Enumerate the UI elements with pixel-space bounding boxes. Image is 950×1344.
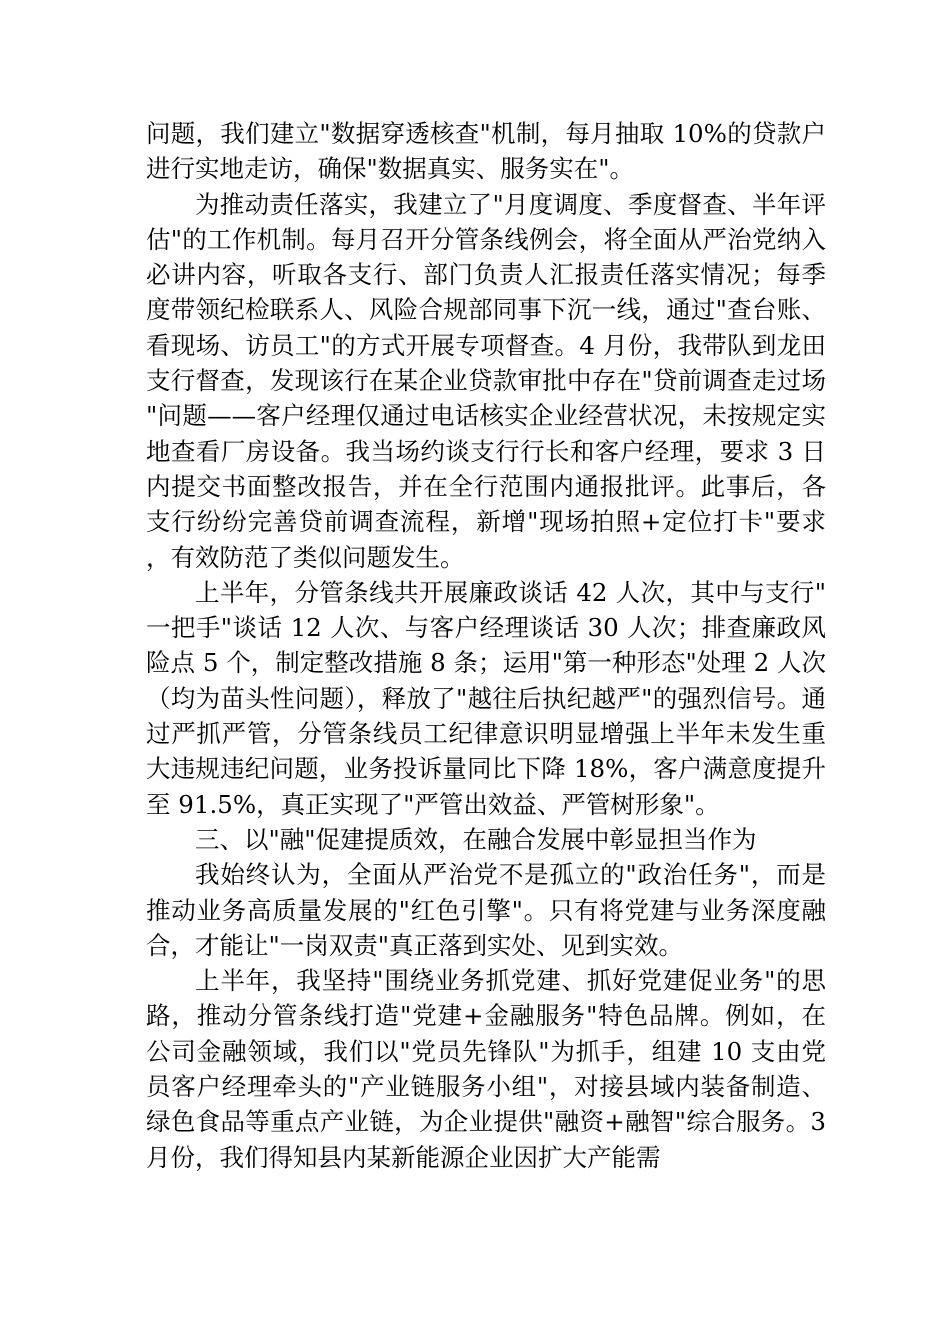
paragraph-integration-view: 我始终认为，全面从严治党不是孤立的"政治任务"，而是推动业务高质量发展的"红色引擎"。只有将党建与业务深度融合，才能让"一岗双责"真正落到实处、见到实效。 — [146, 860, 826, 960]
paragraph-responsibility-mechanism: 为推动责任落实，我建立了"月度调度、季度督查、半年评估"的工作机制。每月召开分管条线例会，将全面从严治党纳入必讲内容，听取各支行、部门负责人汇报责任落实情况；每季度带领纪检联系人、风险合规部同事下沉一线，通过"查台账、看现场、访员工"的方式开展专项督查。4 月份，我带队到龙田支行督查，发现该行在某企业贷款审批中存在"贷前调查走过场"问题——客户经理仅通过电话核实企业经营状况，未按规定实地查看厂房设备。我当场约谈支行行长和客户经理，要求 3 日内提交书面整改报告，并在全行范围内通报批评。此事后，各支行纷纷完善贷前调查流程，新增"现场拍照+定位打卡"要求，有效防范了类似问题发生。 — [146, 189, 826, 572]
paragraph-party-finance-brand: 上半年，我坚持"围绕业务抓党建、抓好党建促业务"的思路，推动分管条线打造"党建+金融服务"特色品牌。例如，在公司金融领域，我们以"党员先锋队"为抓手，组建 10 支由党员客户经理牵头的"产业链服务小组"，对接县域内装备制造、绿色食品等重点产业链，为企业提供"融资+融智"综合服务。3 月份，我们得知县内某新能源企业因扩大产能需 — [146, 966, 826, 1172]
paragraph-continuation: 问题，我们建立"数据穿透核查"机制，每月抽取 10%的贷款户进行实地走访，确保"数据真实、服务实在"。 — [146, 119, 826, 184]
document-body — [146, 116, 826, 1175]
section-heading-three: 三、以"融"促建提质效，在融合发展中彰显担当作为 — [195, 824, 757, 854]
paragraph-integrity-talks: 上半年，分管条线共开展廉政谈话 42 人次，其中与支行"一把手"谈话 12 人次、与客户经理谈话 30 人次；排查廉政风险点 5 个，制定整改措施 8 条；运用"第一种形态"处理 2 人次（均为苗头性问题），释放了"越往后执纪越严"的强烈信号。通过严抓严管，分管条线员工纪律意识明显增强上半年未发生重大违规违纪问题，业务投诉量同比下降 18%，客户满意度提升至 91.5%，真正实现了"严管出效益、严管树形象"。 — [146, 577, 826, 819]
